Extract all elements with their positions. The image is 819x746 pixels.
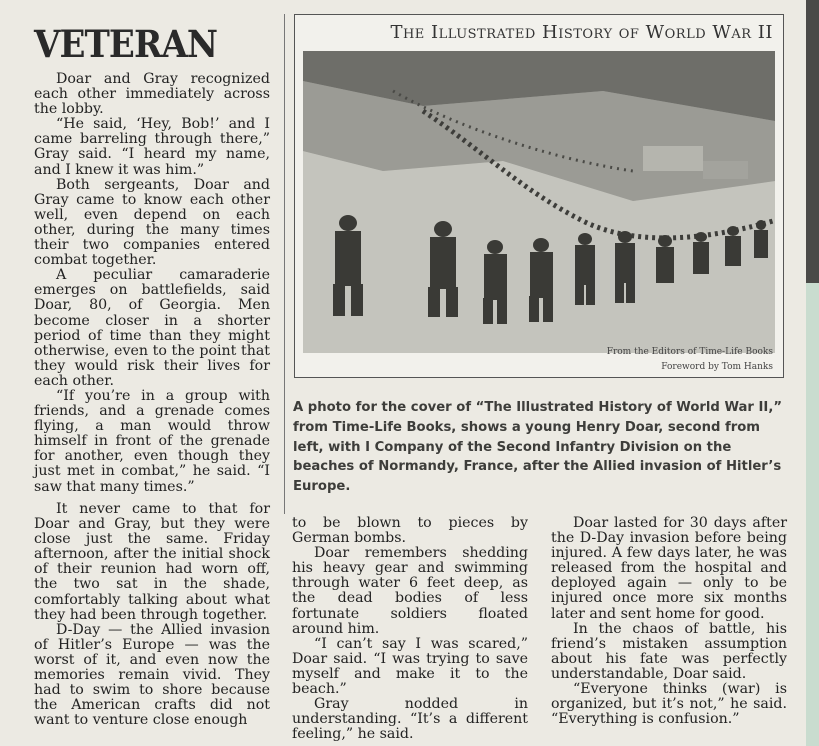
paragraph: Doar remembers shedding his heavy gear and swimming through water 6 feet deep, as the dead bodies of less fortunate soldiers floated around him. [292,545,528,637]
paragraph-continuation: to be blown to pieces by German bombs. [292,515,528,547]
column-divider [284,14,285,514]
article-column-2 [292,516,528,742]
paragraph: “I can’t say I was scared,” Doar said. “I was trying to save myself and make it to the beach.” [292,635,528,698]
paragraph: “He said, ‘Hey, Bob!’ and I came barreling through there,” Gray said. “I heard my name, and I knew it was him.” [34,116,270,178]
paragraph: “If you’re in a group with friends, and a grenade comes flying, a man would throw himself in front of the grenade for another, even though they just met in combat,” he said. “I saw that many times.” [34,387,270,495]
paragraph: Doar and Gray recognized each other immediately across the lobby. [34,71,270,118]
article-column-1 [34,72,270,495]
page-edge-light [806,283,819,746]
paragraph: A peculiar camaraderie emerges on battlefields, said Doar, 80, of Georgia. Men become closer in a shorter period of time than they might otherwise, even to the point that they would risk their lives for each other. [34,267,270,389]
paragraph: It never came to that for Doar and Gray, but they were close just the same. Friday afternoon, after the initial shock of their reunion had worn off, the two sat in the shade, comfortably talking about what they had been through together. [34,501,270,623]
soldiers-photo [303,51,775,353]
paragraph: Gray nodded in understanding. “It’s a different feeling,” he said. [292,696,528,743]
book-title: The Illustrated History of World War II [390,22,773,43]
headline: VETERAN [34,22,218,66]
paragraph: D-Day — the Allied invasion of Hitler’s Europe — was the worst of it, and even now the memories remain vivid. They had to swim to shore because the American crafts did not want to venture close enough [34,621,270,729]
soldiers-photo-illustration [303,51,775,353]
paragraph: “Everyone thinks (war) is organized, but it’s not,” he said. “Everything is confusion.” [551,681,787,728]
photo-credit-foreword: Foreword by Tom Hanks [661,362,773,372]
photo-credit-editors: From the Editors of Time-Life Books [606,347,773,357]
book-cover-photo-box [294,14,784,378]
article-column-3 [551,516,787,727]
paragraph: Both sergeants, Doar and Gray came to know each other well, even depend on each other, during the many times their two companies entered combat together. [34,176,270,269]
photo-caption: A photo for the cover of “The Illustrated History of World War II,” from Time-Life Books, shows a young Henry Doar, second from left, with I Company of the Second Infantry Division on the beaches of Normandy, France, after the Allied invasion of Hitler’s Europe. [293,400,783,495]
paragraph: In the chaos of battle, his friend’s mistaken assumption about his fate was perfectly understandable, Doar said. [551,620,787,682]
article-column-1-lower [34,502,270,728]
paragraph: Doar lasted for 30 days after the D-Day invasion before being injured. A few days later, he was released from the hospital and deployed again — only to be injured once more six months later and sent home for good. [551,515,787,622]
